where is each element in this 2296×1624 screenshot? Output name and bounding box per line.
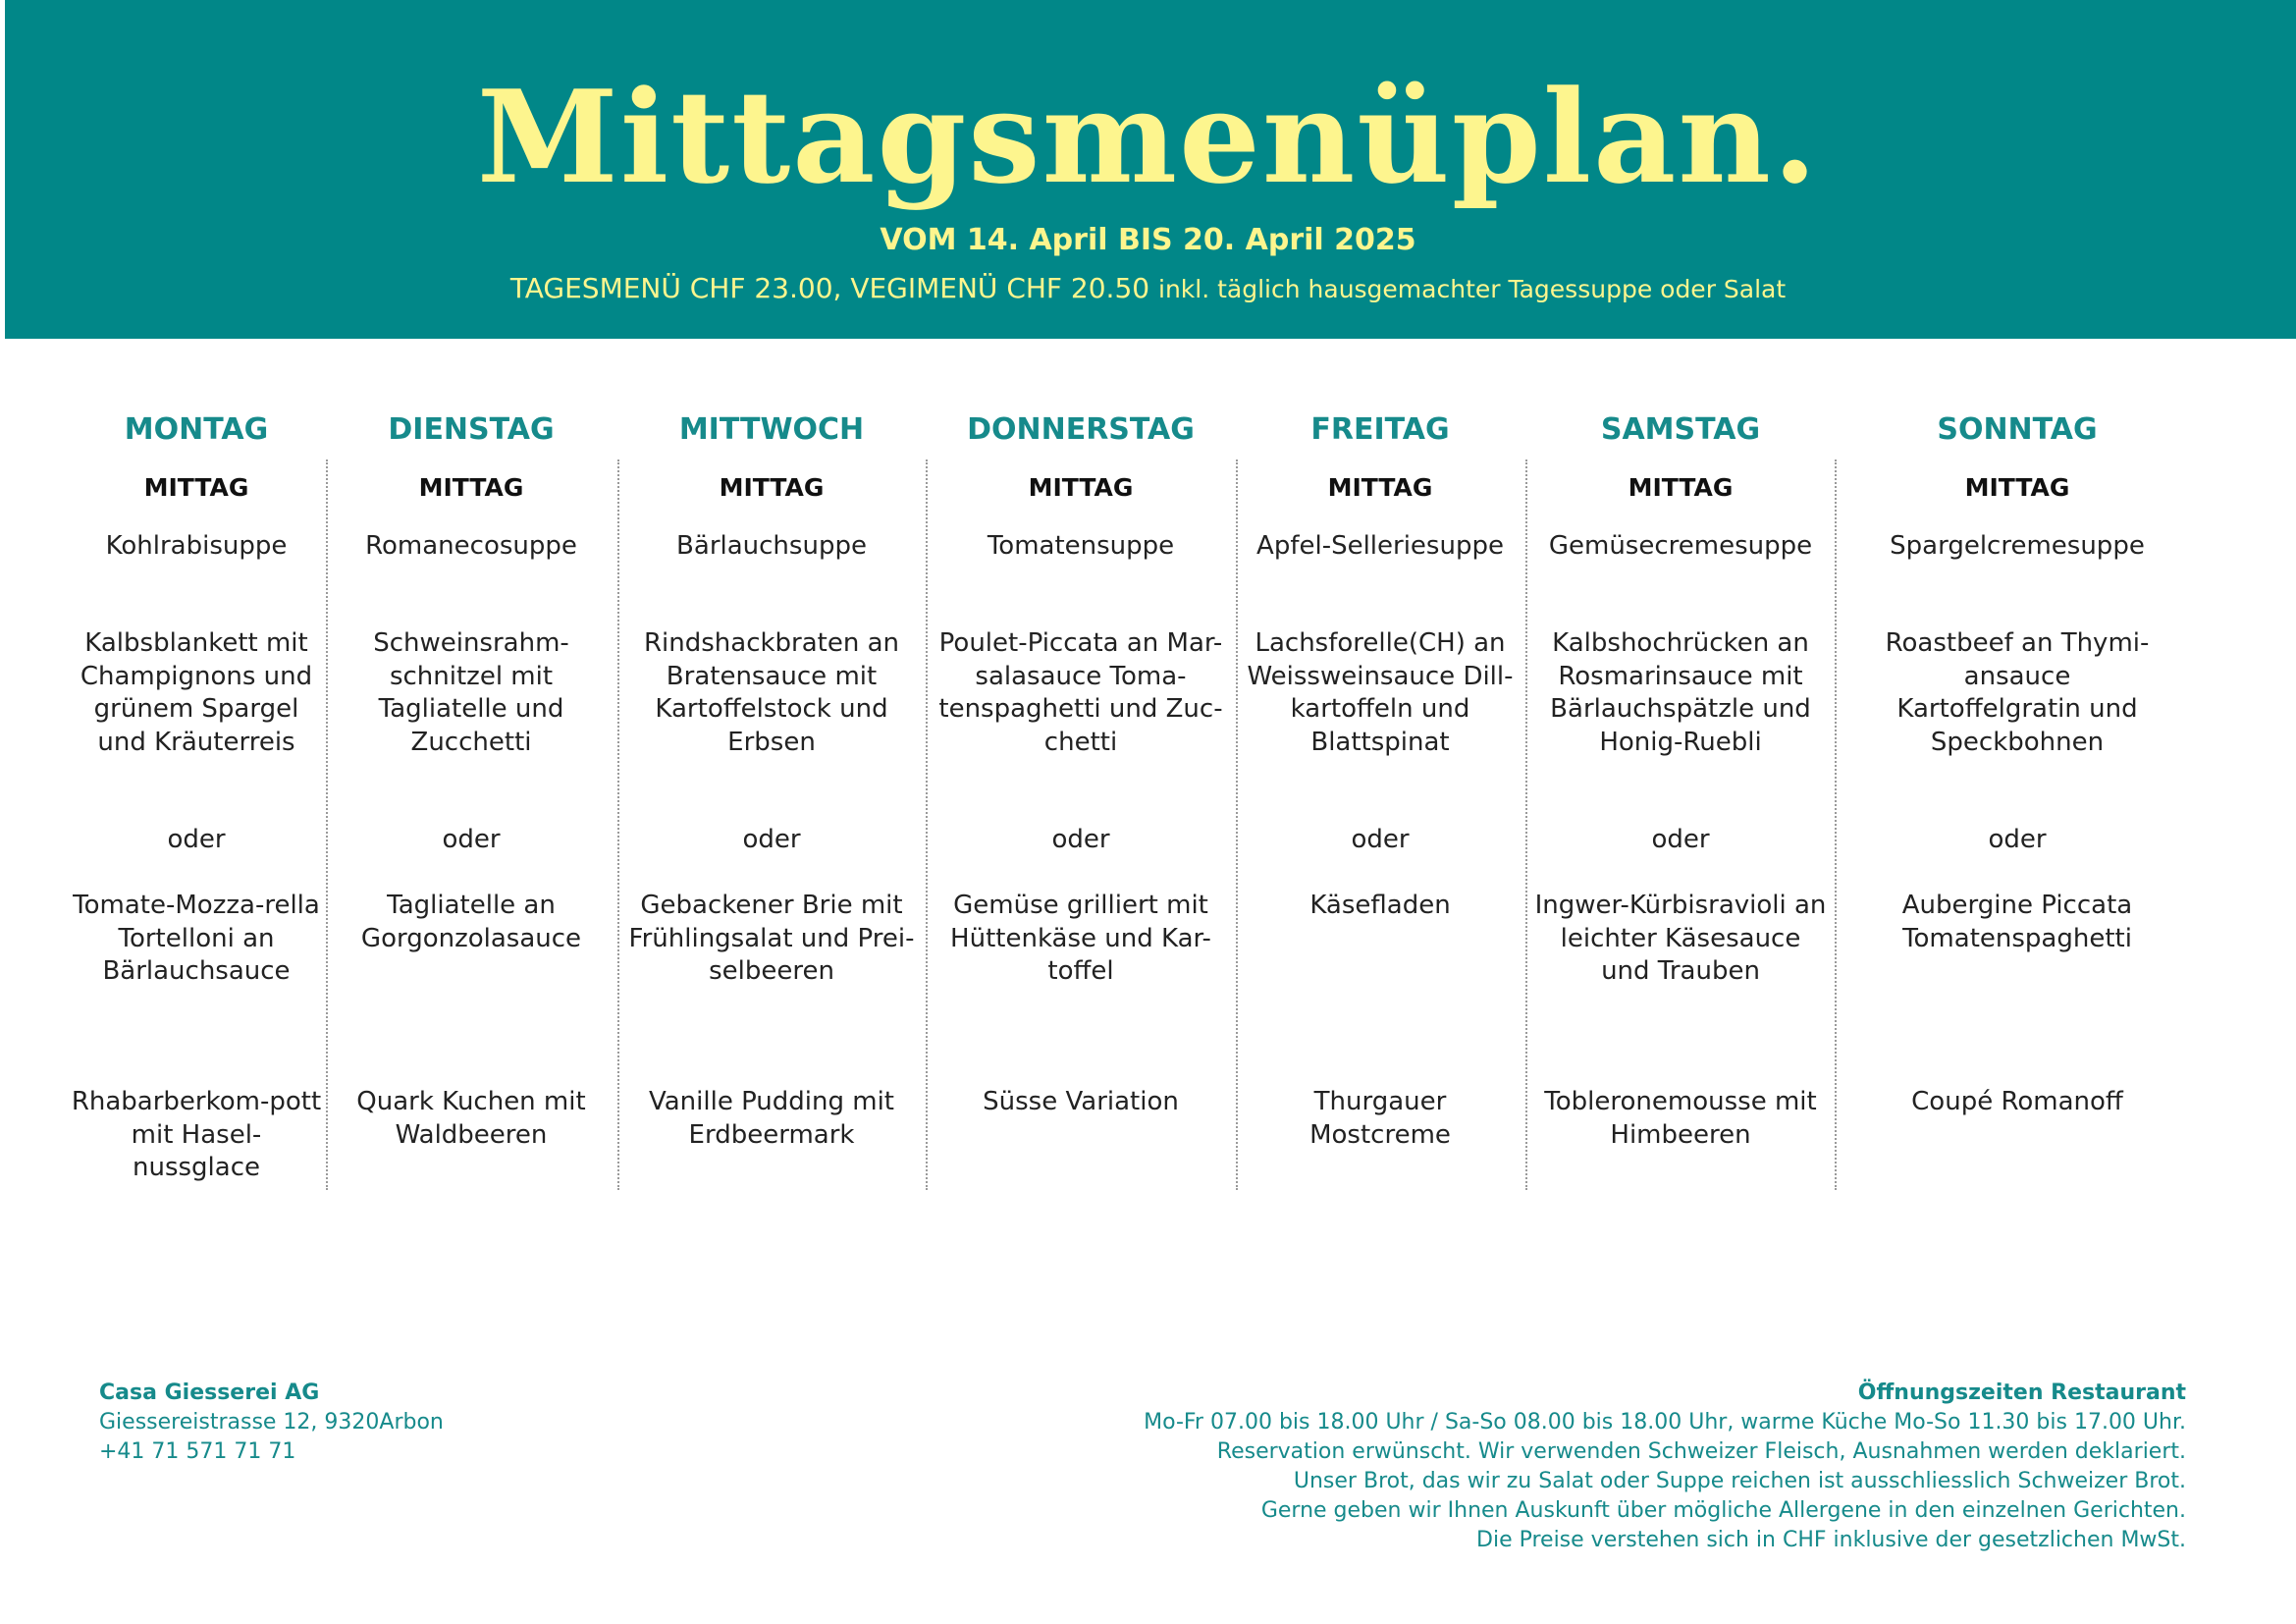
alternative-dish: Käsefladen xyxy=(1309,891,1451,920)
page-title: Mittagsmenüplan. xyxy=(476,62,1820,212)
company-phone: +41 71 571 71 71 xyxy=(99,1439,296,1464)
dessert: Vanille Pudding mit Erdbeermark xyxy=(648,1087,895,1150)
dessert: Rhabarberkom-pott mit Hasel-nussglace xyxy=(71,1087,322,1182)
oder-separator: oder xyxy=(1988,825,2047,854)
soup: Romanecosuppe xyxy=(365,531,577,561)
main-dish: Roastbeef an Thymi-ansauce Kartoffelgratin und Speckbohnen xyxy=(1885,628,2150,757)
column-divider xyxy=(926,460,928,1190)
soup: Spargelcremesuppe xyxy=(1890,531,2145,561)
vat-note: Die Preise verstehen sich in CHF inklusive der gesetzlichen MwSt. xyxy=(1476,1528,2186,1552)
day-name: DIENSTAG xyxy=(388,412,555,447)
meal-label: MITTAG xyxy=(418,473,524,502)
main-dish: Kalbshochrücken an Rosmarinsauce mit Bärlauchspätzle und Honig-Ruebli xyxy=(1550,628,1811,757)
alternative-dish: Gemüse grilliert mit Hüttenkäse und Kar-toffel xyxy=(950,891,1211,986)
price-info xyxy=(0,269,2296,309)
alternative-dish: Tagliatelle an Gorgonzolasauce xyxy=(360,891,582,953)
alternative-dish: Ingwer-Kürbisravioli an leichter Käsesauce und Trauben xyxy=(1534,891,1827,986)
main-dish: Rindshackbraten an Bratensauce mit Kartoffelstock und Erbsen xyxy=(643,628,900,757)
main-dish: Poulet-Piccata an Mar-salasauce Toma-tenspaghetti und Zuc-chetti xyxy=(938,628,1223,757)
column-divider xyxy=(1236,460,1238,1190)
column-divider xyxy=(617,460,619,1190)
footer-contact xyxy=(99,1379,444,1467)
day-name: DONNERSTAG xyxy=(967,412,1195,447)
dessert: Süsse Variation xyxy=(983,1087,1179,1116)
reservation-note: Reservation erwünscht. Wir verwenden Schweizer Fleisch, Ausnahmen werden deklariert. xyxy=(1216,1439,2186,1464)
oder-separator: oder xyxy=(742,825,801,854)
bread-note: Unser Brot, das wir zu Salat oder Suppe reichen ist ausschliesslich Schweizer Brot. xyxy=(1293,1469,2186,1493)
alternative-dish: Aubergine Piccata Tomatenspaghetti xyxy=(1901,891,2133,953)
soup: Bärlauchsuppe xyxy=(676,531,867,561)
oder-separator: oder xyxy=(1351,825,1410,854)
day-name: MITTWOCH xyxy=(678,412,865,447)
oder-separator: oder xyxy=(1651,825,1710,854)
oder-separator: oder xyxy=(167,825,226,854)
soup: Apfel-Selleriesuppe xyxy=(1256,531,1504,561)
hours-line: Mo-Fr 07.00 bis 18.00 Uhr / Sa-So 08.00 bis 18.00 Uhr, warme Küche Mo-So 11.30 bis 17.00 Uhr. xyxy=(1144,1410,2186,1435)
soup: Gemüsecremesuppe xyxy=(1548,531,1813,561)
dessert: Tobleronemousse mit Himbeeren xyxy=(1544,1087,1817,1150)
meal-label: MITTAG xyxy=(1964,473,2070,502)
dessert: Coupé Romanoff xyxy=(1911,1087,2123,1116)
prices-note: inkl. täglich hausgemachter Tagessuppe oder Salat xyxy=(1158,275,1787,303)
column-divider xyxy=(326,460,328,1190)
day-name: SAMSTAG xyxy=(1600,412,1761,447)
main-dish: Schweinsrahm-schnitzel mit Tagliatelle und Zucchetti xyxy=(373,628,569,757)
oder-separator: oder xyxy=(1051,825,1110,854)
meal-label: MITTAG xyxy=(1028,473,1134,502)
meal-label: MITTAG xyxy=(1628,473,1734,502)
day-name: FREITAG xyxy=(1310,412,1450,447)
footer-info xyxy=(1144,1379,2186,1555)
meal-label: MITTAG xyxy=(143,473,249,502)
company-name: Casa Giesserei AG xyxy=(99,1380,320,1405)
day-name: SONNTAG xyxy=(1937,412,2098,447)
soup: Tomatensuppe xyxy=(987,531,1175,561)
day-name: MONTAG xyxy=(124,412,269,447)
main-dish: Lachsforelle(CH) an Weissweinsauce Dill-kartoffeln und Blattspinat xyxy=(1247,628,1514,757)
column-divider xyxy=(1835,460,1837,1190)
meal-label: MITTAG xyxy=(1327,473,1433,502)
company-address: Giessereistrasse 12, 9320Arbon xyxy=(99,1410,444,1435)
dessert: Thurgauer Mostcreme xyxy=(1309,1087,1451,1150)
column-divider xyxy=(1525,460,1527,1190)
prices-main: TAGESMENÜ CHF 23.00, VEGIMENÜ CHF 20.50 xyxy=(509,272,1150,304)
hours-title: Öffnungszeiten Restaurant xyxy=(1857,1380,2186,1405)
main-dish: Kalbsblankett mit Champignons und grünem Spargel und Kräuterreis xyxy=(80,628,313,757)
allergen-note: Gerne geben wir Ihnen Auskunft über mögliche Allergene in den einzelnen Gerichten. xyxy=(1260,1498,2186,1523)
meal-label: MITTAG xyxy=(719,473,825,502)
alternative-dish: Gebackener Brie mit Frühlingsalat und Prei-selbeeren xyxy=(628,891,915,986)
oder-separator: oder xyxy=(442,825,501,854)
alternative-dish: Tomate-Mozza-rella Tortelloni an Bärlauchsauce xyxy=(73,891,320,986)
soup: Kohlrabisuppe xyxy=(105,531,288,561)
date-range: VOM 14. April BIS 20. April 2025 xyxy=(880,223,1416,257)
dessert: Quark Kuchen mit Waldbeeren xyxy=(356,1087,586,1150)
